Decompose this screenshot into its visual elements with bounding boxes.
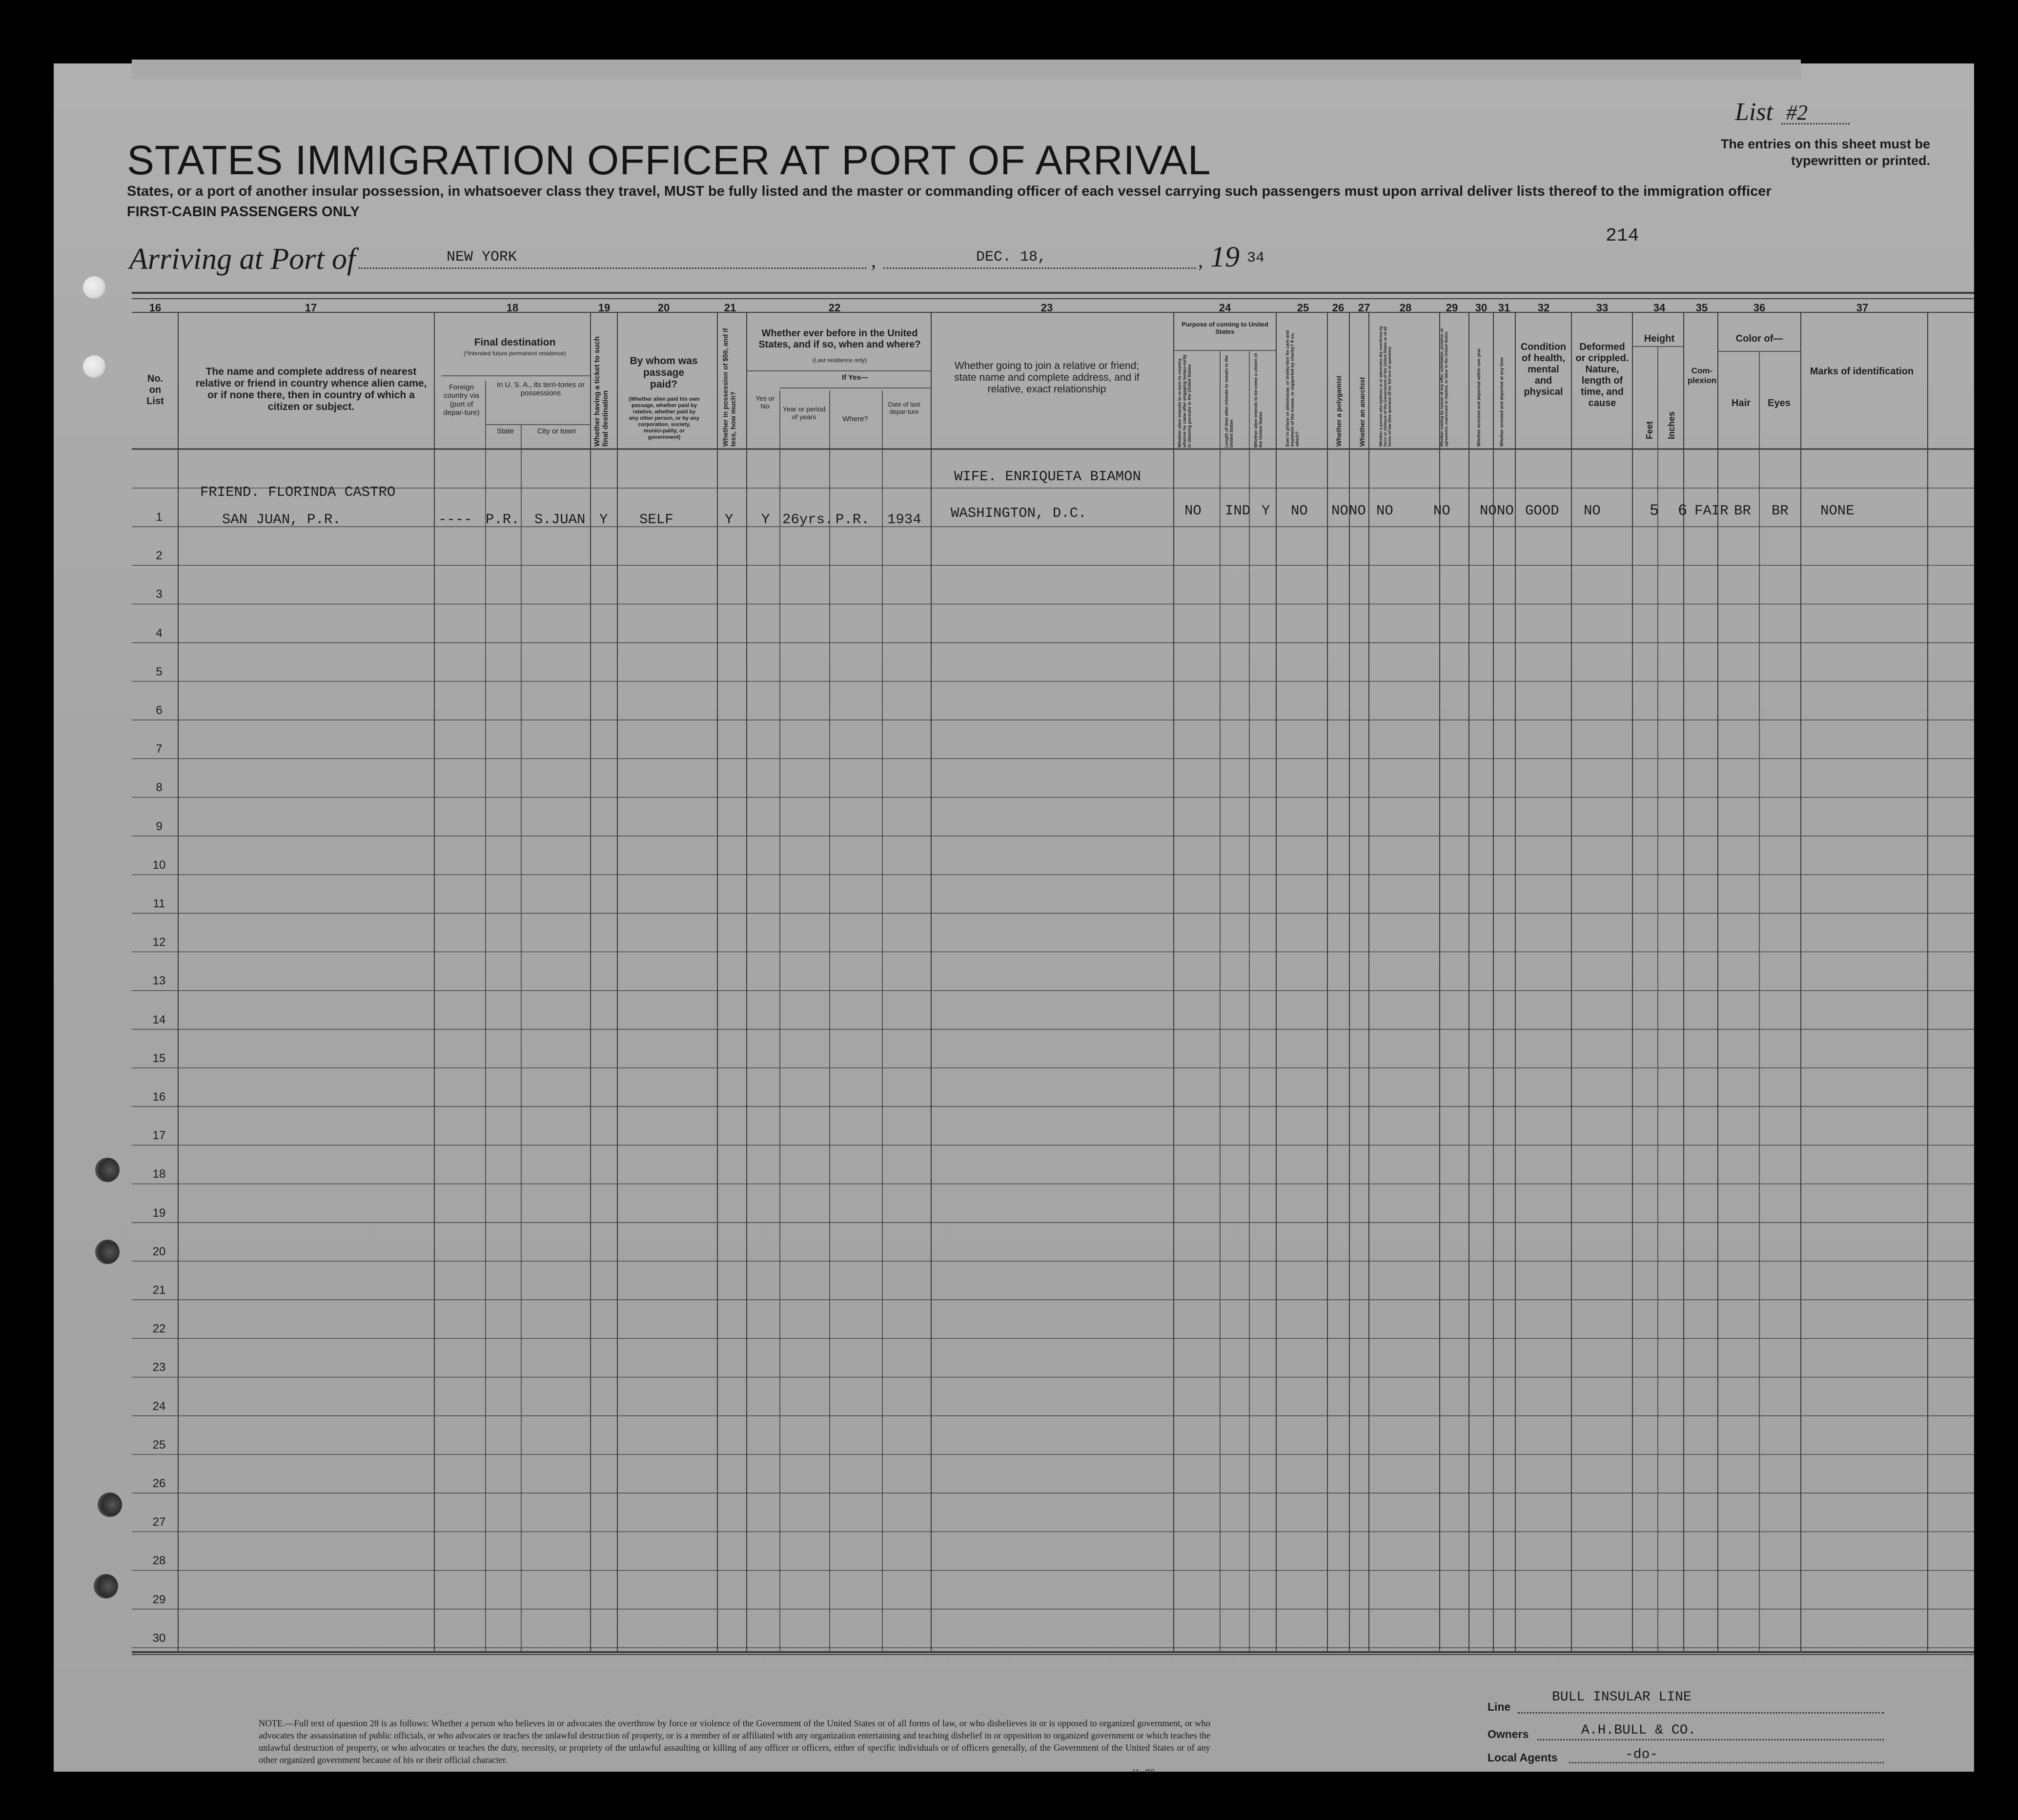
row-number: 30 — [152, 1631, 166, 1645]
header-in-usa: In U. S. A., its terri-tories or possessions — [496, 381, 585, 398]
header-foreign-country: Foreign country via (port of depar-ture) — [443, 383, 480, 417]
entry-c31: NO — [1497, 503, 1514, 519]
header-c31: Whether arrested and deported at any time — [1499, 357, 1504, 447]
page-title: STATES IMMIGRATION OFFICER AT PORT OF ARRIVAL — [127, 137, 1211, 183]
entry-foreign-country: ---- — [438, 511, 472, 528]
entry-c25: NO — [1291, 503, 1308, 519]
header-feet: Feet — [1645, 421, 1654, 439]
entry-inches: 6 — [1678, 502, 1688, 520]
separator-comma-2: , — [1198, 249, 1203, 271]
year-prefix: 19 — [1210, 241, 1240, 273]
footer-agents-label: Local Agents — [1488, 1751, 1558, 1764]
colnum-16: 16 — [149, 302, 162, 314]
entry-c33: NO — [1584, 503, 1601, 519]
binder-hole — [83, 355, 105, 378]
row-number: 24 — [152, 1399, 166, 1413]
header-hair: Hair — [1732, 398, 1751, 409]
header-c28: Whether a person who believes in or advocates the overthrow by force or violence of the Government of the United States or of all forms of law (See question 28 for full text of question) — [1379, 326, 1392, 447]
colnum-29: 29 — [1446, 302, 1458, 314]
header-final-destination-note: (*Intended future permanent residence) — [464, 350, 566, 357]
entry-marks: NONE — [1820, 503, 1855, 519]
header-passage-note: (Whether alien paid his own passage, whether paid by relative, whether paid by any other person, or by any corporation, society, munici-pality, or government) — [629, 396, 700, 440]
year-suffix: 34 — [1247, 250, 1265, 266]
binder-hole — [83, 276, 105, 299]
footer-agents-dotline — [1569, 1762, 1884, 1763]
header-purpose-c: Whether alien intends to be-come a citizen of the United States — [1253, 353, 1263, 448]
binder-ring-mark — [98, 1493, 122, 1517]
cabin-class: FIRST-CABIN PASSENGERS ONLY — [127, 204, 360, 220]
entry-feet: 5 — [1650, 502, 1659, 520]
colnum-33: 33 — [1596, 302, 1609, 314]
header-ever-before: Whether ever before in the United States, and if so, when and where? — [758, 328, 921, 350]
header-if-yes: If Yes— — [842, 373, 868, 382]
row-number: 9 — [156, 819, 163, 833]
sheet-number: 214 — [1606, 225, 1639, 246]
header-ticket: Whether having a ticket to such final destination — [593, 336, 610, 447]
entry-city: S.JUAN — [534, 511, 586, 528]
entry-c27: NO — [1349, 503, 1366, 519]
colnum-24: 24 — [1219, 302, 1231, 314]
entry-complexion: FAIR — [1694, 503, 1729, 519]
row-number: 6 — [156, 704, 163, 717]
header-eyes: Eyes — [1768, 398, 1791, 409]
entry-possession: Y — [725, 511, 734, 528]
row-number: 22 — [152, 1322, 166, 1336]
colnum-26: 26 — [1332, 302, 1345, 314]
row-number: 13 — [152, 974, 166, 988]
entry-c30: NO — [1480, 503, 1497, 519]
row-number: 14 — [152, 1013, 166, 1026]
row-number: 2 — [156, 549, 163, 563]
header-c29: Whether coming by reason of any offer, solicitation, promise, or agreement, expressed or implied, to labor in the United States — [1440, 328, 1448, 447]
instruction-line: States, or a port of another insular possession, in whatsoever class they travel, MUST be fully listed and the master or commanding officer of each vessel carrying such passengers must upon arrival deliver lists thereof to the immigration officer — [127, 184, 1772, 199]
header-c25: Ever in prison or almshouse, or institu-tion for care and treatment of the insane, or supported by charity? If so, which? — [1285, 330, 1300, 447]
row-number: 20 — [152, 1245, 166, 1258]
row-number: 12 — [152, 936, 166, 949]
entry-relative-line2: SAN JUAN, P.R. — [222, 511, 341, 528]
entry-where: P.R. — [836, 511, 870, 528]
header-c32: Condition of health, mental and physical — [1520, 342, 1567, 397]
footer-line-dotline — [1518, 1712, 1884, 1714]
header-where: Where? — [842, 415, 868, 423]
colnum-27: 27 — [1358, 302, 1370, 314]
colnum-22: 22 — [828, 302, 841, 314]
entry-passage: SELF — [639, 511, 673, 528]
arrival-port: NEW YORK — [447, 249, 517, 266]
colnum-37: 37 — [1856, 302, 1869, 314]
row-number: 3 — [156, 588, 163, 601]
form-number: 14—450 — [1132, 1768, 1155, 1775]
colnum-32: 32 — [1537, 302, 1550, 314]
colnum-17: 17 — [305, 302, 317, 314]
binder-ring-mark — [94, 1574, 118, 1598]
arrival-date: DEC. 18, — [976, 249, 1047, 266]
row-number: 21 — [152, 1284, 166, 1297]
footer-line-label: Line — [1488, 1700, 1511, 1713]
entry-c28: NO — [1376, 503, 1393, 519]
header-date-departure: Date of last depar-ture — [888, 401, 920, 415]
list-number: #2 — [1786, 101, 1808, 124]
header-no-on-list: No. on List — [146, 373, 164, 407]
header-city: City or town — [537, 427, 576, 435]
footer-owners-value: A.H.BULL & CO. — [1581, 1723, 1696, 1738]
row-number: 8 — [156, 781, 163, 795]
row-number: 7 — [156, 742, 163, 756]
colnum-30: 30 — [1475, 302, 1488, 314]
header-inches: Inches — [1667, 411, 1676, 439]
header-height: Height — [1644, 333, 1675, 344]
colnum-18: 18 — [506, 302, 519, 314]
header-relative: The name and complete address of nearest relative or friend in country whence alien came, or if none there, then in country of which a citizen or subject. — [195, 366, 427, 413]
row-number: 15 — [152, 1051, 166, 1065]
row-number: 27 — [152, 1515, 166, 1529]
entry-c26: NO — [1331, 503, 1348, 519]
entry-relative-line1: FRIEND. FLORINDA CASTRO — [200, 484, 396, 500]
entry-hair: BR — [1734, 503, 1751, 519]
footer-owners-dotline — [1537, 1739, 1884, 1740]
header-marks: Marks of identification — [1810, 366, 1914, 377]
row-number: 4 — [156, 626, 163, 640]
row-number: 5 — [156, 665, 163, 678]
entry-c29: NO — [1433, 503, 1450, 519]
header-color-of: Color of— — [1735, 333, 1783, 344]
footnote-question-28: NOTE.—Full text of question 28 is as follows: Whether a person who believes in or advocates the overthrow by force or violence of the Government of the United States or of all forms of law, or who disbelieves in or is opposed to organized government, or who advocates the assassination of public officials, or who advocates or teaches the unlawful destruction of property, or is a member of or affiliated with any organization entertaining and teaching disbelief in or opposition to organized government or which teaches the unlawful destruction of property, or who advocates or teaches the duty, necessity, or propriety of the unlawful assaulting or killing of any officer or officers, either of specific individuals or of officers generally, of the Government of the United States or of any other organized government because of his or their official character. — [259, 1719, 1210, 1765]
header-complexion: Com-plexion — [1687, 366, 1717, 385]
colnum-25: 25 — [1297, 302, 1309, 314]
list-label: List — [1735, 98, 1773, 126]
colnum-19: 19 — [598, 302, 611, 314]
entry-join-line2: WASHINGTON, D.C. — [951, 505, 1087, 521]
colnum-23: 23 — [1040, 302, 1053, 314]
row-number: 17 — [152, 1129, 166, 1143]
entry-eyes: BR — [1772, 503, 1789, 519]
row-number: 10 — [152, 858, 166, 872]
row-number: 11 — [153, 897, 165, 910]
binder-ring-mark — [95, 1158, 120, 1182]
header-last-residence: (Last residence only) — [812, 357, 867, 364]
header-c33: Deformed or crippled. Nature, length of time, and cause — [1575, 342, 1629, 409]
colnum-28: 28 — [1399, 302, 1412, 314]
entry-years: 26yrs. — [782, 511, 834, 528]
row-number: 26 — [152, 1477, 166, 1490]
row-number: 23 — [152, 1361, 166, 1374]
footer-line-value: BULL INSULAR LINE — [1552, 1690, 1692, 1705]
colnum-35: 35 — [1695, 302, 1708, 314]
row-number: 18 — [152, 1167, 166, 1181]
colnum-21: 21 — [724, 302, 736, 314]
colnum-31: 31 — [1498, 302, 1510, 314]
arrival-label: Arriving at Port of — [129, 243, 356, 276]
entry-ticket: Y — [599, 511, 608, 528]
separator-comma: , — [871, 249, 876, 271]
header-c27: Whether an anarchist — [1358, 377, 1366, 447]
header-join-relative: Whether going to join a relative or friend; state name and complete address, and if relative, exact relationship — [954, 360, 1140, 395]
row-number: 19 — [152, 1206, 166, 1220]
header-purpose-b: Length of time alien intends to remain in the United States — [1224, 355, 1234, 448]
row-number: 1 — [156, 511, 163, 524]
header-passage-paid: By whom was passage paid? — [630, 355, 698, 390]
header-final-destination: Final destination — [474, 337, 556, 348]
header-purpose-a: Whether alien intends to re-turn to country whence he came after engaging tempo-rarily in laboring pursuits in the United States — [1177, 354, 1192, 448]
entry-ever-before: Y — [761, 511, 770, 528]
colnum-20: 20 — [657, 302, 670, 314]
header-c26: Whether a polygamist — [1335, 375, 1343, 447]
row-number: 16 — [152, 1090, 166, 1104]
header-state: State — [496, 427, 514, 435]
header-c30: Whether arrested and deported within one year — [1476, 348, 1481, 447]
colnum-36: 36 — [1753, 302, 1766, 314]
row-number: 25 — [152, 1438, 166, 1452]
row-number: 29 — [152, 1593, 166, 1606]
entry-c32: GOOD — [1525, 503, 1559, 519]
header-possession: Whether in possession of $50, and if less, how much? — [721, 328, 737, 447]
entry-purpose-c: Y — [1262, 503, 1270, 519]
entry-date-departure: 1934 — [887, 511, 921, 528]
sheet-instruction: The entries on this sheet must be typewritten or printed. — [1720, 137, 1930, 168]
header-purpose: Purpose of coming to United States — [1182, 321, 1268, 335]
entry-join-line1: WIFE. ENRIQUETA BIAMON — [954, 469, 1141, 485]
binder-ring-mark — [95, 1240, 120, 1264]
footer-agents-value: -do- — [1625, 1747, 1658, 1762]
header-years: Year or period of years — [782, 405, 826, 421]
entry-state: P.R. — [486, 511, 520, 528]
header-yes-no: Yes or No — [755, 394, 775, 410]
colnum-34: 34 — [1653, 302, 1666, 314]
entry-purpose-a: NO — [1184, 503, 1202, 519]
footer-owners-label: Owners — [1488, 1728, 1529, 1740]
entry-purpose-b: IND — [1225, 503, 1251, 519]
row-number: 28 — [152, 1554, 166, 1568]
